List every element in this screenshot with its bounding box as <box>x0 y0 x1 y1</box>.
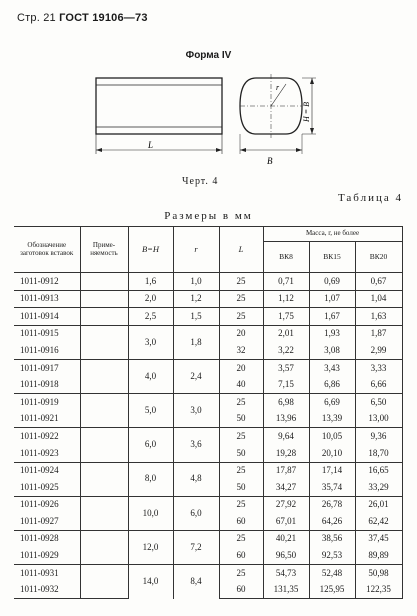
cell-mass-bk20: 6,50 <box>355 394 402 411</box>
cell-designation: 1011-0915 <box>14 325 80 342</box>
cell-l: 50 <box>219 445 263 462</box>
cell-mass-bk20: 1,63 <box>355 308 402 326</box>
cell-mass-bk15: 1,07 <box>309 290 355 308</box>
cell-applicability <box>80 479 128 496</box>
cell-l: 25 <box>219 462 263 479</box>
cell-mass-bk15: 13,39 <box>309 411 355 428</box>
cell-mass-bk20: 0,67 <box>355 273 402 291</box>
header-bh: B=H <box>128 227 173 273</box>
cell-mass-bk8: 1,12 <box>263 290 309 308</box>
table-row <box>14 394 402 411</box>
cell-applicability <box>80 462 128 479</box>
cell-mass-bk8: 96,50 <box>263 548 309 565</box>
cell-l: 32 <box>219 342 263 359</box>
technical-drawing <box>80 68 320 168</box>
cell-designation: 1011-0912 <box>14 273 80 291</box>
cell-designation: 1011-0922 <box>14 428 80 445</box>
cell-mass-bk15: 1,93 <box>309 325 355 342</box>
cell-l: 60 <box>219 548 263 565</box>
cell-bh: 12,0 <box>128 530 173 564</box>
cell-bh: 3,0 <box>128 325 173 359</box>
cell-r: 6,0 <box>173 496 219 530</box>
cell-r: 2,4 <box>173 359 219 393</box>
cell-applicability <box>80 411 128 428</box>
cell-applicability <box>80 445 128 462</box>
cell-designation: 1011-0921 <box>14 411 80 428</box>
cell-mass-bk15: 92,53 <box>309 548 355 565</box>
cell-applicability <box>80 548 128 565</box>
cell-mass-bk8: 6,98 <box>263 394 309 411</box>
dim-r-label: r <box>276 83 280 92</box>
cell-applicability <box>80 377 128 394</box>
cell-applicability <box>80 530 128 547</box>
cell-l: 20 <box>219 359 263 376</box>
cell-l: 25 <box>219 530 263 547</box>
cell-mass-bk20: 16,65 <box>355 462 402 479</box>
cell-mass-bk20: 62,42 <box>355 513 402 530</box>
cell-applicability <box>80 582 128 599</box>
cell-l: 25 <box>219 394 263 411</box>
dim-l-label: L <box>148 140 154 150</box>
cell-mass-bk20: 37,45 <box>355 530 402 547</box>
cell-mass-bk15: 64,26 <box>309 513 355 530</box>
cell-l: 40 <box>219 377 263 394</box>
cell-applicability <box>80 290 128 308</box>
cell-applicability <box>80 428 128 445</box>
cell-mass-bk15: 52,48 <box>309 565 355 582</box>
cell-applicability <box>80 565 128 582</box>
table-row <box>14 428 402 445</box>
cell-mass-bk8: 9,64 <box>263 428 309 445</box>
cell-designation: 1011-0914 <box>14 308 80 326</box>
cell-mass-bk8: 3,22 <box>263 342 309 359</box>
cell-designation: 1011-0926 <box>14 496 80 513</box>
cell-l: 20 <box>219 325 263 342</box>
cell-l: 25 <box>219 273 263 291</box>
page-number: Стр. 21 <box>17 12 56 24</box>
cell-mass-bk15: 6,69 <box>309 394 355 411</box>
cell-l: 60 <box>219 582 263 599</box>
cell-r: 7,2 <box>173 530 219 564</box>
cell-mass-bk8: 7,15 <box>263 377 309 394</box>
cell-bh: 2,5 <box>128 308 173 326</box>
cell-designation: 1011-0924 <box>14 462 80 479</box>
cell-r: 8,4 <box>173 565 219 599</box>
cell-designation: 1011-0918 <box>14 377 80 394</box>
dim-hb-label: H = B <box>302 101 311 122</box>
cell-mass-bk8: 17,87 <box>263 462 309 479</box>
cell-mass-bk20: 2,99 <box>355 342 402 359</box>
cell-designation: 1011-0916 <box>14 342 80 359</box>
header-r: r <box>173 227 219 273</box>
table-row <box>14 273 402 291</box>
cell-bh: 8,0 <box>128 462 173 496</box>
header-bk15: ВК15 <box>309 242 355 273</box>
cell-mass-bk8: 67,01 <box>263 513 309 530</box>
table-row <box>14 290 402 308</box>
standard-number: ГОСТ 19106—73 <box>59 12 148 24</box>
cell-designation: 1011-0928 <box>14 530 80 547</box>
cell-mass-bk8: 34,27 <box>263 479 309 496</box>
cell-applicability <box>80 496 128 513</box>
cell-mass-bk20: 13,00 <box>355 411 402 428</box>
cell-designation: 1011-0913 <box>14 290 80 308</box>
table-row <box>14 359 402 376</box>
cell-designation: 1011-0923 <box>14 445 80 462</box>
table-title: Размеры в мм <box>164 210 253 222</box>
cell-mass-bk8: 3,57 <box>263 359 309 376</box>
header-bk8: ВК8 <box>263 242 309 273</box>
cell-l: 50 <box>219 479 263 496</box>
cell-mass-bk20: 89,89 <box>355 548 402 565</box>
cell-mass-bk15: 26,78 <box>309 496 355 513</box>
cell-mass-bk8: 54,73 <box>263 565 309 582</box>
page-header <box>17 12 148 24</box>
cell-r: 1,8 <box>173 325 219 359</box>
cell-mass-bk20: 18,70 <box>355 445 402 462</box>
cell-applicability <box>80 342 128 359</box>
header-mass: Масса, г, не более <box>263 227 402 242</box>
cell-bh: 2,0 <box>128 290 173 308</box>
cell-mass-bk20: 6,66 <box>355 377 402 394</box>
cell-mass-bk15: 3,08 <box>309 342 355 359</box>
cell-r: 1,2 <box>173 290 219 308</box>
cell-mass-bk8: 40,21 <box>263 530 309 547</box>
cell-mass-bk15: 35,74 <box>309 479 355 496</box>
cell-mass-bk20: 1,04 <box>355 290 402 308</box>
cell-applicability <box>80 394 128 411</box>
cell-mass-bk20: 1,87 <box>355 325 402 342</box>
cell-r: 1,0 <box>173 273 219 291</box>
cell-mass-bk15: 20,10 <box>309 445 355 462</box>
table-row <box>14 530 402 547</box>
cell-mass-bk15: 1,67 <box>309 308 355 326</box>
cell-applicability <box>80 308 128 326</box>
cell-designation: 1011-0917 <box>14 359 80 376</box>
cell-mass-bk15: 0,69 <box>309 273 355 291</box>
cell-mass-bk15: 6,86 <box>309 377 355 394</box>
cell-mass-bk8: 19,28 <box>263 445 309 462</box>
table-row <box>14 308 402 326</box>
cell-mass-bk8: 131,35 <box>263 582 309 599</box>
cell-designation: 1011-0919 <box>14 394 80 411</box>
cell-bh: 5,0 <box>128 394 173 428</box>
cell-mass-bk20: 3,33 <box>355 359 402 376</box>
side-view <box>96 78 222 154</box>
figure-caption: Черт. 4 <box>182 176 219 187</box>
cell-designation: 1011-0931 <box>14 565 80 582</box>
cell-mass-bk15: 17,14 <box>309 462 355 479</box>
cell-applicability <box>80 513 128 530</box>
dim-b-label: B <box>267 156 273 166</box>
cell-r: 4,8 <box>173 462 219 496</box>
cell-mass-bk8: 13,96 <box>263 411 309 428</box>
cell-bh: 6,0 <box>128 428 173 462</box>
table-number: Таблица 4 <box>337 192 403 204</box>
cell-mass-bk8: 1,75 <box>263 308 309 326</box>
cell-l: 25 <box>219 290 263 308</box>
cell-applicability <box>80 359 128 376</box>
table-row <box>14 325 402 342</box>
table-row <box>14 496 402 513</box>
cell-r: 3,0 <box>173 394 219 428</box>
cell-mass-bk20: 9,36 <box>355 428 402 445</box>
cell-mass-bk15: 3,43 <box>309 359 355 376</box>
cell-designation: 1011-0932 <box>14 582 80 599</box>
header-bk20: ВК20 <box>355 242 402 273</box>
cell-mass-bk20: 122,35 <box>355 582 402 599</box>
cell-l: 25 <box>219 565 263 582</box>
cell-mass-bk8: 0,71 <box>263 273 309 291</box>
cell-l: 25 <box>219 496 263 513</box>
cell-mass-bk20: 33,29 <box>355 479 402 496</box>
cell-mass-bk20: 50,98 <box>355 565 402 582</box>
cell-mass-bk15: 38,56 <box>309 530 355 547</box>
cell-designation: 1011-0927 <box>14 513 80 530</box>
cell-bh: 14,0 <box>128 565 173 599</box>
cell-applicability <box>80 273 128 291</box>
cell-l: 25 <box>219 308 263 326</box>
cell-designation: 1011-0929 <box>14 548 80 565</box>
cell-l: 25 <box>219 428 263 445</box>
cell-mass-bk20: 26,01 <box>355 496 402 513</box>
table-body <box>14 273 402 599</box>
cell-mass-bk15: 125,95 <box>309 582 355 599</box>
cell-r: 1,5 <box>173 308 219 326</box>
cell-r: 3,6 <box>173 428 219 462</box>
dimensions-table <box>14 226 403 599</box>
cell-mass-bk15: 10,05 <box>309 428 355 445</box>
cell-l: 60 <box>219 513 263 530</box>
figure-title: Форма IV <box>185 50 232 61</box>
cell-mass-bk8: 2,01 <box>263 325 309 342</box>
cell-bh: 10,0 <box>128 496 173 530</box>
cell-mass-bk8: 27,92 <box>263 496 309 513</box>
cell-designation: 1011-0925 <box>14 479 80 496</box>
table-row <box>14 565 402 582</box>
header-l: L <box>219 227 263 273</box>
header-applicability: Приме- няемость <box>80 227 128 273</box>
cell-applicability <box>80 325 128 342</box>
cell-l: 50 <box>219 411 263 428</box>
table-row <box>14 462 402 479</box>
header-designation: Обозначение заготовок вставок <box>14 227 80 273</box>
cell-bh: 4,0 <box>128 359 173 393</box>
cell-bh: 1,6 <box>128 273 173 291</box>
